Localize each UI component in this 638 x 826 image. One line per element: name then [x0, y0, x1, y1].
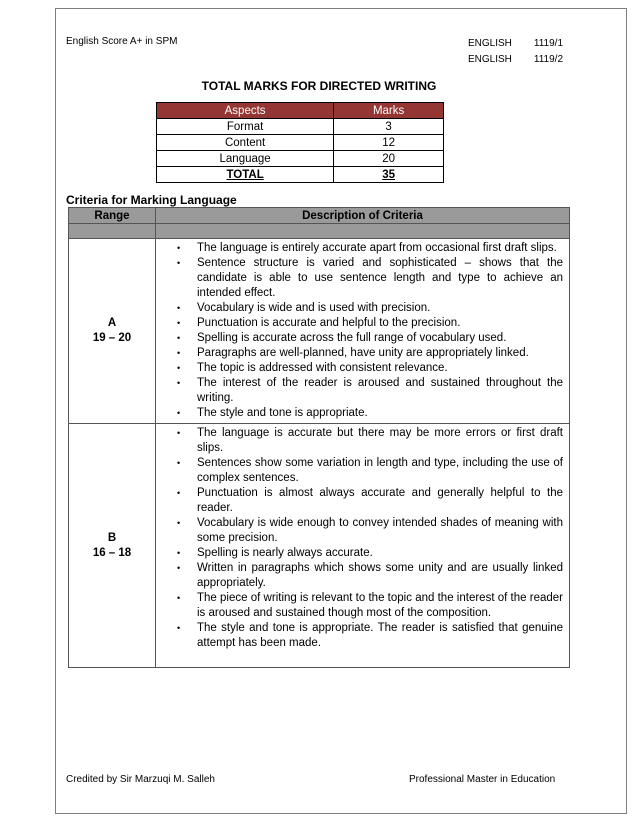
header-code: 1119/2	[533, 54, 564, 65]
criteria-title: Criteria for Marking Language	[66, 193, 237, 207]
list-item	[156, 621, 563, 651]
criteria-list	[156, 239, 569, 423]
list-item	[156, 376, 563, 406]
header-subject: ENGLISH	[468, 54, 512, 65]
band-grade: A	[107, 317, 117, 329]
list-item	[156, 426, 563, 456]
list-item	[156, 561, 563, 591]
page-title: TOTAL MARKS FOR DIRECTED WRITING	[201, 79, 437, 93]
criteria-spacer-row	[69, 224, 570, 239]
criteria-header-row	[69, 208, 570, 224]
bullet-icon: •	[177, 363, 181, 373]
total-row	[157, 167, 444, 183]
marks-header-aspects: Aspects	[157, 103, 334, 119]
bullet-icon: •	[177, 518, 181, 528]
list-item	[156, 591, 563, 621]
bullet-icon: •	[177, 428, 181, 438]
list-item	[156, 456, 563, 486]
bullet-icon: •	[177, 623, 181, 633]
list-item	[156, 546, 563, 561]
bullet-icon: •	[177, 488, 181, 498]
bullet-icon: •	[177, 243, 181, 253]
criterion-text: The language is accurate but there may be more errors or first draft slips.	[197, 427, 563, 454]
bullet-icon: •	[177, 258, 181, 268]
criterion-text: The piece of writing is relevant to the topic and the interest of the reader is aroused and sustained though most of the composition.	[197, 592, 563, 619]
header-left: English Score A+ in SPM	[66, 36, 178, 47]
header-right	[468, 36, 563, 68]
criterion-text: Spelling is accurate across the full range of vocabulary used.	[197, 332, 507, 344]
band-grade: B	[107, 531, 117, 544]
criterion-text: Punctuation is almost always accurate and generally helpful to the reader.	[197, 487, 563, 514]
marks-cell: 3	[334, 119, 444, 135]
bullet-icon: •	[177, 333, 181, 343]
header-paper-2	[468, 52, 563, 68]
criterion-text: Vocabulary is wide and is used with precision.	[197, 302, 431, 314]
marks-cell: 20	[334, 151, 444, 167]
band-row-b	[69, 424, 570, 668]
header-subject: ENGLISH	[468, 38, 512, 49]
criteria-header-range: Range	[69, 208, 156, 224]
marks-cell: 12	[334, 135, 444, 151]
aspect-cell: Language	[157, 151, 334, 167]
spacer-cell	[69, 224, 156, 239]
list-item	[156, 346, 563, 361]
band-range-cell	[69, 424, 156, 668]
criterion-text: Sentence structure is varied and sophisticated – shows that the candidate is able to use sentence length and type to achieve an intended effect.	[197, 257, 563, 299]
bullet-icon: •	[177, 563, 181, 573]
criterion-text: Written in paragraphs which shows some unity and are usually linked appropriately.	[197, 562, 563, 589]
criterion-text: Paragraphs are well-planned, have unity are appropriately linked.	[197, 347, 529, 359]
bullet-icon: •	[177, 348, 181, 358]
spacer-cell	[156, 224, 570, 239]
bullet-icon: •	[177, 458, 181, 468]
band-description-cell	[156, 239, 570, 424]
criterion-text: The interest of the reader is aroused and sustained throughout the writing.	[197, 377, 563, 404]
footer-title: Professional Master in Education	[409, 774, 556, 785]
aspect-cell: Format	[157, 119, 334, 135]
list-item	[156, 316, 563, 331]
criterion-text: The style and tone is appropriate. The reader is satisfied that genuine attempt has been made.	[197, 622, 563, 649]
table-row	[157, 119, 444, 135]
bullet-icon: •	[177, 548, 181, 558]
criteria-table	[68, 207, 570, 668]
bullet-icon: •	[177, 408, 181, 418]
list-item	[156, 406, 563, 421]
criterion-text: The style and tone is appropriate.	[197, 407, 368, 419]
band-row-a	[69, 239, 570, 424]
bullet-icon: •	[177, 593, 181, 603]
bullet-icon: •	[177, 378, 181, 388]
total-label: TOTAL	[157, 167, 334, 183]
table-row	[157, 151, 444, 167]
list-item	[156, 486, 563, 516]
band-range: 16 – 18	[92, 546, 132, 559]
header-code: 1119/1	[533, 38, 564, 49]
total-value: 35	[334, 167, 444, 183]
table-row	[157, 135, 444, 151]
marks-header-marks: Marks	[334, 103, 444, 119]
criterion-text: Sentences show some variation in length and type, including the use of complex sentences.	[197, 457, 563, 484]
list-item	[156, 301, 563, 316]
marks-table	[156, 102, 444, 183]
bullet-icon: •	[177, 303, 181, 313]
band-range: 19 – 20	[92, 332, 132, 344]
aspect-cell: Content	[157, 135, 334, 151]
footer-credit: Credited by Sir Marzuqi M. Salleh	[66, 774, 215, 785]
list-item	[156, 516, 563, 546]
list-item	[156, 361, 563, 376]
criterion-text: The topic is addressed with consistent relevance.	[197, 362, 448, 374]
band-description-cell	[156, 424, 570, 668]
criterion-text: Spelling is nearly always accurate.	[197, 547, 373, 559]
criterion-text: Punctuation is accurate and helpful to the precision.	[197, 317, 461, 329]
marks-header-row	[157, 103, 444, 119]
criteria-list	[156, 424, 569, 667]
list-item	[156, 241, 563, 256]
criteria-header-description: Description of Criteria	[156, 208, 570, 224]
list-item	[156, 331, 563, 346]
criterion-text: Vocabulary is wide enough to convey intended shades of meaning with some precision.	[197, 517, 563, 544]
bullet-icon: •	[177, 318, 181, 328]
header-paper-1	[468, 36, 563, 52]
list-item	[156, 256, 563, 301]
band-range-cell	[69, 239, 156, 424]
criterion-text: The language is entirely accurate apart from occasional first draft slips.	[197, 242, 557, 254]
